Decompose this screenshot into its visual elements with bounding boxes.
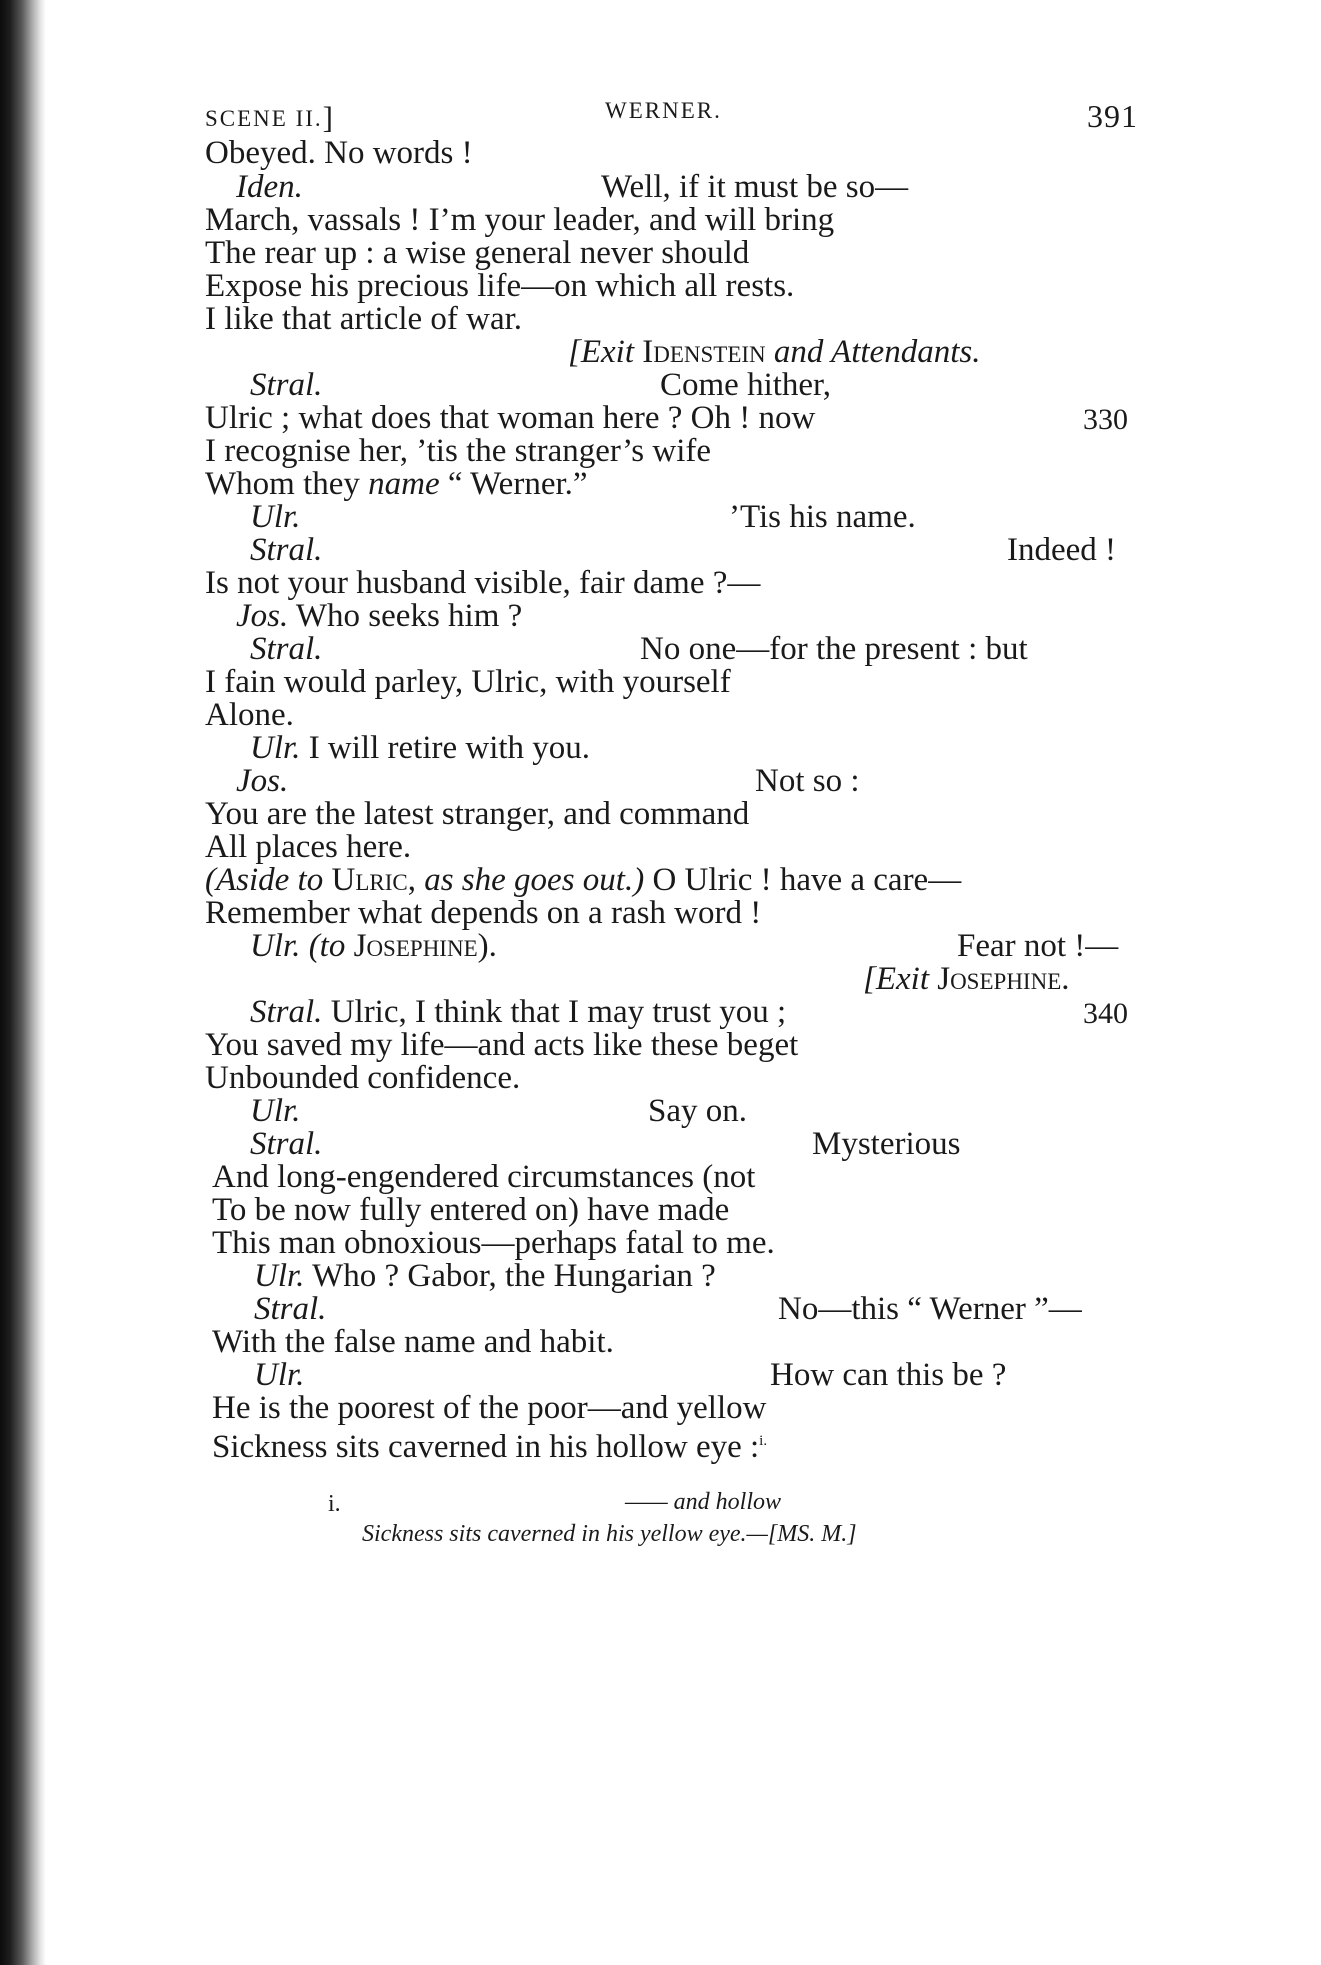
play-title: WERNER. xyxy=(605,98,722,123)
verse-line: No—this “ Werner ”— xyxy=(778,1291,1082,1327)
verse-line: Mysterious xyxy=(812,1126,961,1162)
verse-line: Well, if it must be so— xyxy=(601,169,909,205)
speaker-label: Stral. xyxy=(254,1291,327,1327)
speaker-label: Iden. xyxy=(236,169,303,205)
verse-line xyxy=(212,1421,767,1467)
text-part: Whom they xyxy=(205,466,360,502)
verse-line: Ulric ; what does that woman here ? Oh ! now xyxy=(205,400,816,436)
verse-line: To be now fully entered on) have made xyxy=(212,1192,730,1228)
speaker-label: Jos. xyxy=(236,598,289,634)
verse-line: Not so : xyxy=(755,763,860,799)
verse-line: I fain would parley, Ulric, with yourself xyxy=(205,664,731,700)
verse-line: Alone. xyxy=(205,697,294,733)
verse-line: March, vassals ! I’m your leader, and will bring xyxy=(205,202,835,238)
speaker-label: Stral. xyxy=(250,367,323,403)
scene-label-text: SCENE II. xyxy=(205,106,323,131)
speaker-label: Ulr. xyxy=(250,499,301,535)
verse-line: Obeyed. No words ! xyxy=(205,135,473,171)
scene-label xyxy=(205,98,335,134)
speaker-label: Ulr. xyxy=(250,928,301,964)
verse-line: Fear not !— xyxy=(957,928,1119,964)
verse-line: Expose his precious life—on which all rests. xyxy=(205,268,795,304)
verse-line: Say on. xyxy=(648,1093,747,1129)
speaker-label: Ulr. xyxy=(254,1258,305,1294)
aside-part: (Aside to xyxy=(205,862,324,898)
verse-line: This man obnoxious—perhaps fatal to me. xyxy=(212,1225,775,1261)
verse-line: I recognise her, ’tis the stranger’s wife xyxy=(205,433,712,469)
verse-line: The rear up : a wise general never should xyxy=(205,235,750,271)
speaker-line xyxy=(250,728,590,768)
sd-part: and Attendants. xyxy=(773,334,981,370)
line-number: 330 xyxy=(1083,403,1128,436)
verse-line: He is the poorest of the poor—and yellow xyxy=(212,1390,767,1426)
verse-line: How can this be ? xyxy=(770,1357,1007,1393)
text-part: “ Werner.” xyxy=(447,466,588,502)
verse-line: And long-engendered circumstances (not xyxy=(212,1159,756,1195)
speaker-label: Stral. xyxy=(250,1126,323,1162)
sd-character: Idenstein xyxy=(642,334,766,370)
speaker-label: Stral. xyxy=(250,994,323,1030)
footnote-marker: i. xyxy=(328,1491,341,1517)
verse-line: Remember what depends on a rash word ! xyxy=(205,895,762,931)
speaker-line xyxy=(250,926,497,966)
verse-line: Indeed ! xyxy=(1007,532,1117,568)
speaker-label: Ulr. xyxy=(254,1357,305,1393)
page-number: 391 xyxy=(1087,98,1138,134)
stage-direction xyxy=(863,959,1070,999)
running-header xyxy=(205,98,1155,138)
footnote-reference: i. xyxy=(759,1433,768,1449)
verse-line: All places here. xyxy=(205,829,412,865)
verse-line: I like that article of war. xyxy=(205,301,523,337)
direction-part: ). xyxy=(477,928,497,964)
text-part: O Ulric ! have a care— xyxy=(652,862,962,898)
direction-character: Josephine xyxy=(353,928,478,964)
text-part: I will retire with you. xyxy=(308,730,591,766)
sd-part: [Exit xyxy=(568,334,634,370)
footnote-line xyxy=(362,1518,857,1550)
verse-line: With the false name and habit. xyxy=(212,1324,614,1360)
text-part: Sickness sits caverned in his hollow eye : xyxy=(212,1429,760,1465)
sd-part: [Exit xyxy=(863,961,929,997)
speaker-label: Jos. xyxy=(236,763,289,799)
footnote-line: —— and hollow xyxy=(625,1489,782,1515)
speaker-label: Ulr. xyxy=(250,1093,301,1129)
sd-character: Josephine. xyxy=(937,961,1070,997)
speaker-label: Stral. xyxy=(250,532,323,568)
footnote-text: Sickness sits caverned in his yellow eye.— xyxy=(362,1521,768,1547)
verse-line: Is not your husband visible, fair dame ?— xyxy=(205,565,761,601)
direction-part: (to xyxy=(308,928,346,964)
verse-line: Come hither, xyxy=(660,367,831,403)
aside-character: Ulric, xyxy=(331,862,416,898)
text-part: name xyxy=(368,466,440,502)
header-bracket: ] xyxy=(322,100,335,135)
verse-line: You are the latest stranger, and command xyxy=(205,796,750,832)
text-part: Ulric, I think that I may trust you ; xyxy=(330,994,787,1030)
verse-line: ’Tis his name. xyxy=(729,499,916,535)
line-number: 340 xyxy=(1083,997,1128,1030)
book-binding-edge xyxy=(0,0,46,1965)
text-part: Who ? Gabor, the Hungarian ? xyxy=(312,1258,716,1294)
aside-part: as she goes out.) xyxy=(424,862,645,898)
verse-line: No one—for the present : but xyxy=(640,631,1028,667)
verse-line: Unbounded confidence. xyxy=(205,1060,521,1096)
speaker-label: Stral. xyxy=(250,631,323,667)
footnote-source: [MS. M.] xyxy=(767,1521,857,1547)
text-part: Who seeks him ? xyxy=(295,598,523,634)
speaker-label: Ulr. xyxy=(250,730,301,766)
verse-line: You saved my life—and acts like these beget xyxy=(205,1027,799,1063)
